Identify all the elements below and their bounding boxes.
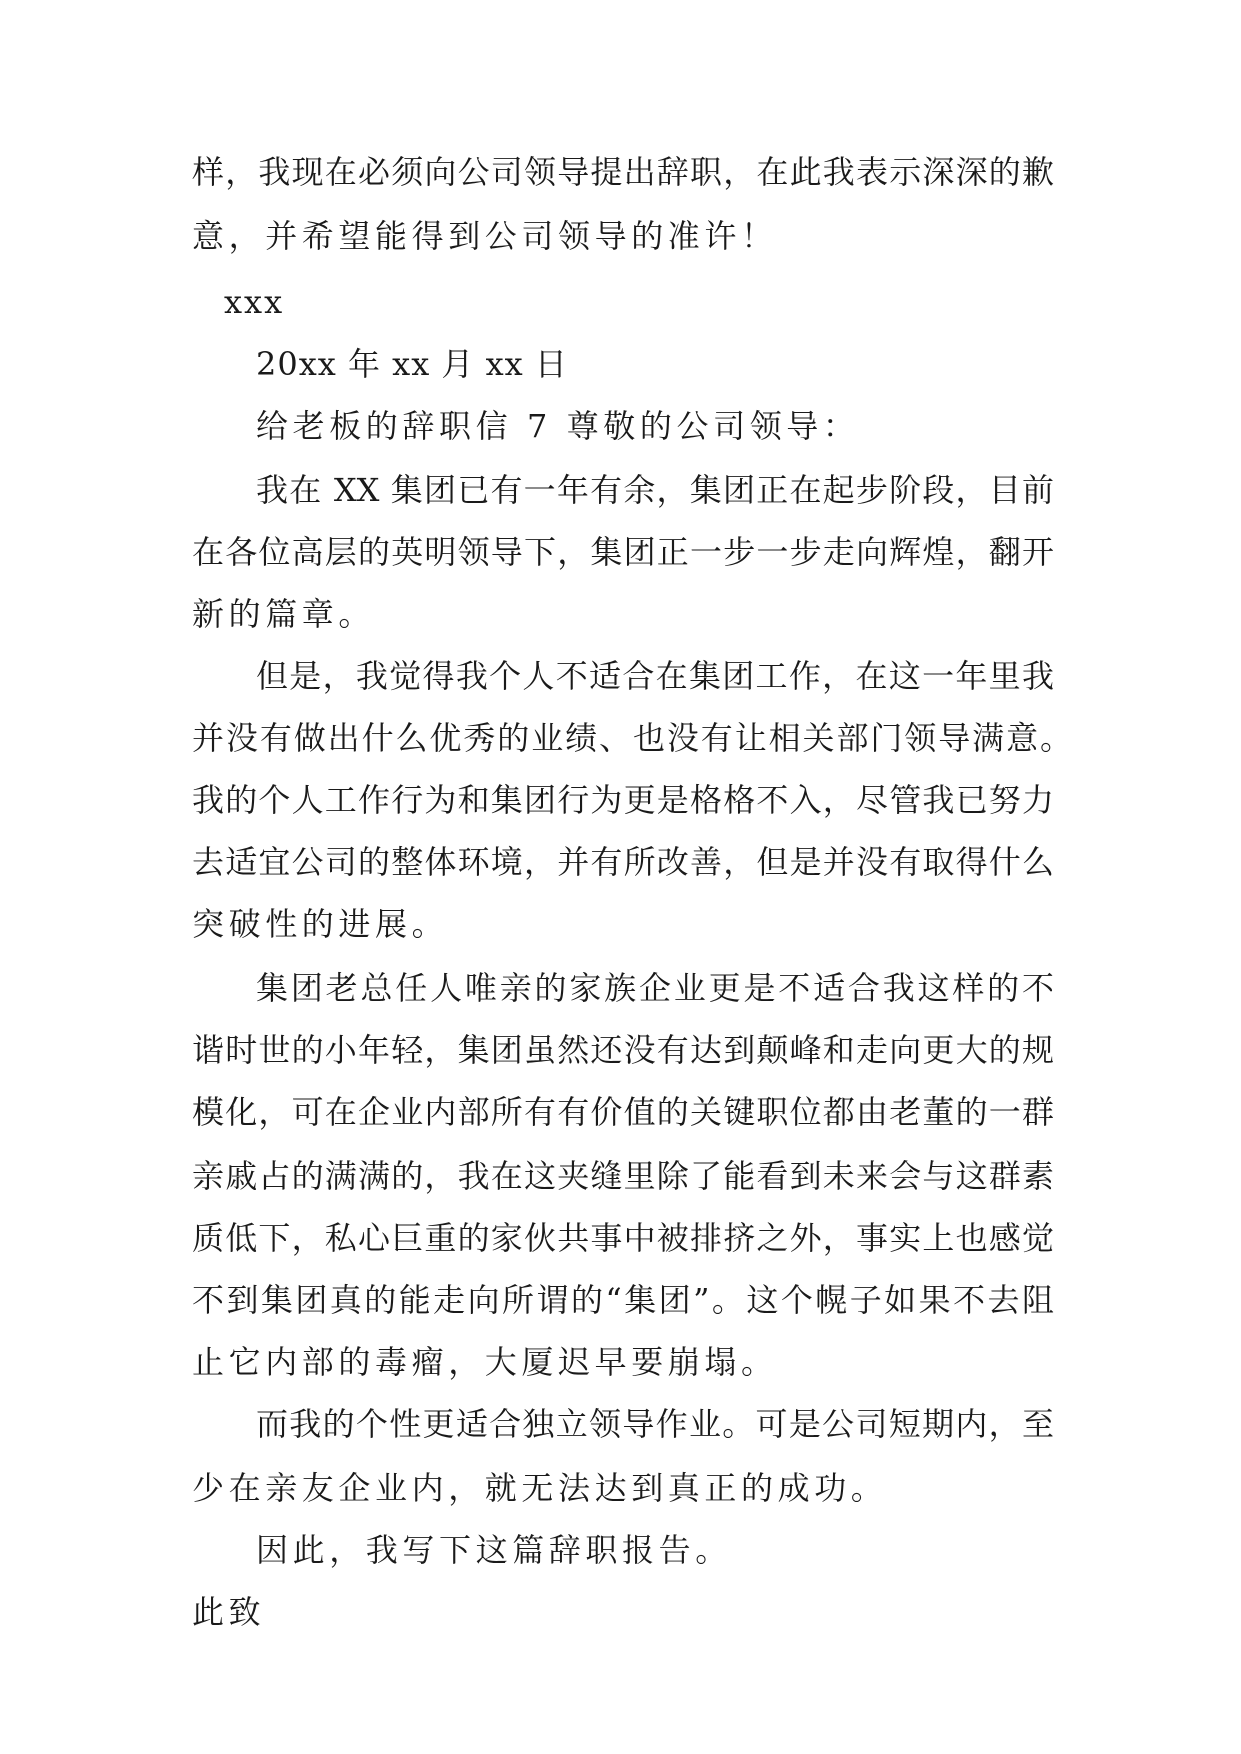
- text-line: 亲戚占的满满的，我在这夹缝里除了能看到未来会与这群素: [192, 1157, 1054, 1195]
- text-line: 在各位高层的英明领导下，集团正一步一步走向辉煌，翻开: [192, 533, 1054, 571]
- text-line: 模化，可在企业内部所有有价值的关键职位都由老董的一群: [192, 1093, 1054, 1131]
- text-line: 不到集团真的能走向所谓的“集团”。这个幌子如果不去阻: [192, 1281, 1054, 1319]
- text-line: 意，并希望能得到公司领导的准许！: [192, 217, 778, 255]
- letter-title: 给老板的辞职信 7 尊敬的公司领导：: [256, 407, 860, 445]
- text-line: 但是，我觉得我个人不适合在集团工作，在这一年里我: [256, 657, 1054, 695]
- text-line: 止它内部的毒瘤，大厦迟早要崩塌。: [192, 1343, 778, 1381]
- signature-date: 20xx 年 xx 月 xx 日: [256, 345, 568, 383]
- text-line: 并没有做出什么优秀的业绩、也没有让相关部门领导满意。: [192, 719, 1072, 757]
- text-line: 突破性的进展。: [192, 905, 449, 943]
- text-line: 而我的个性更适合独立领导作业。可是公司短期内，至: [256, 1405, 1054, 1443]
- text-line: 因此，我写下这篇辞职报告。: [256, 1531, 732, 1569]
- text-line: 我的个人工作行为和集团行为更是格格不入，尽管我已努力: [192, 781, 1054, 819]
- text-line: 我在 XX 集团已有一年有余，集团正在起步阶段，目前: [256, 471, 1054, 509]
- text-line: 样，我现在必须向公司领导提出辞职，在此我表示深深的歉: [192, 153, 1054, 191]
- text-line: 新的篇章。: [192, 595, 376, 633]
- text-line: 谐时世的小年轻，集团虽然还没有达到颠峰和走向更大的规: [192, 1031, 1054, 1069]
- text-line: 集团老总任人唯亲的家族企业更是不适合我这样的不: [256, 969, 1054, 1007]
- text-line: 质低下，私心巨重的家伙共事中被排挤之外，事实上也感觉: [192, 1219, 1054, 1257]
- signature-name: xxx: [224, 283, 285, 321]
- text-line: 去适宜公司的整体环境，并有所改善，但是并没有取得什么: [192, 843, 1054, 881]
- text-line: 少在亲友企业内，就无法达到真正的成功。: [192, 1469, 888, 1507]
- closing-salutation: 此致: [192, 1593, 266, 1631]
